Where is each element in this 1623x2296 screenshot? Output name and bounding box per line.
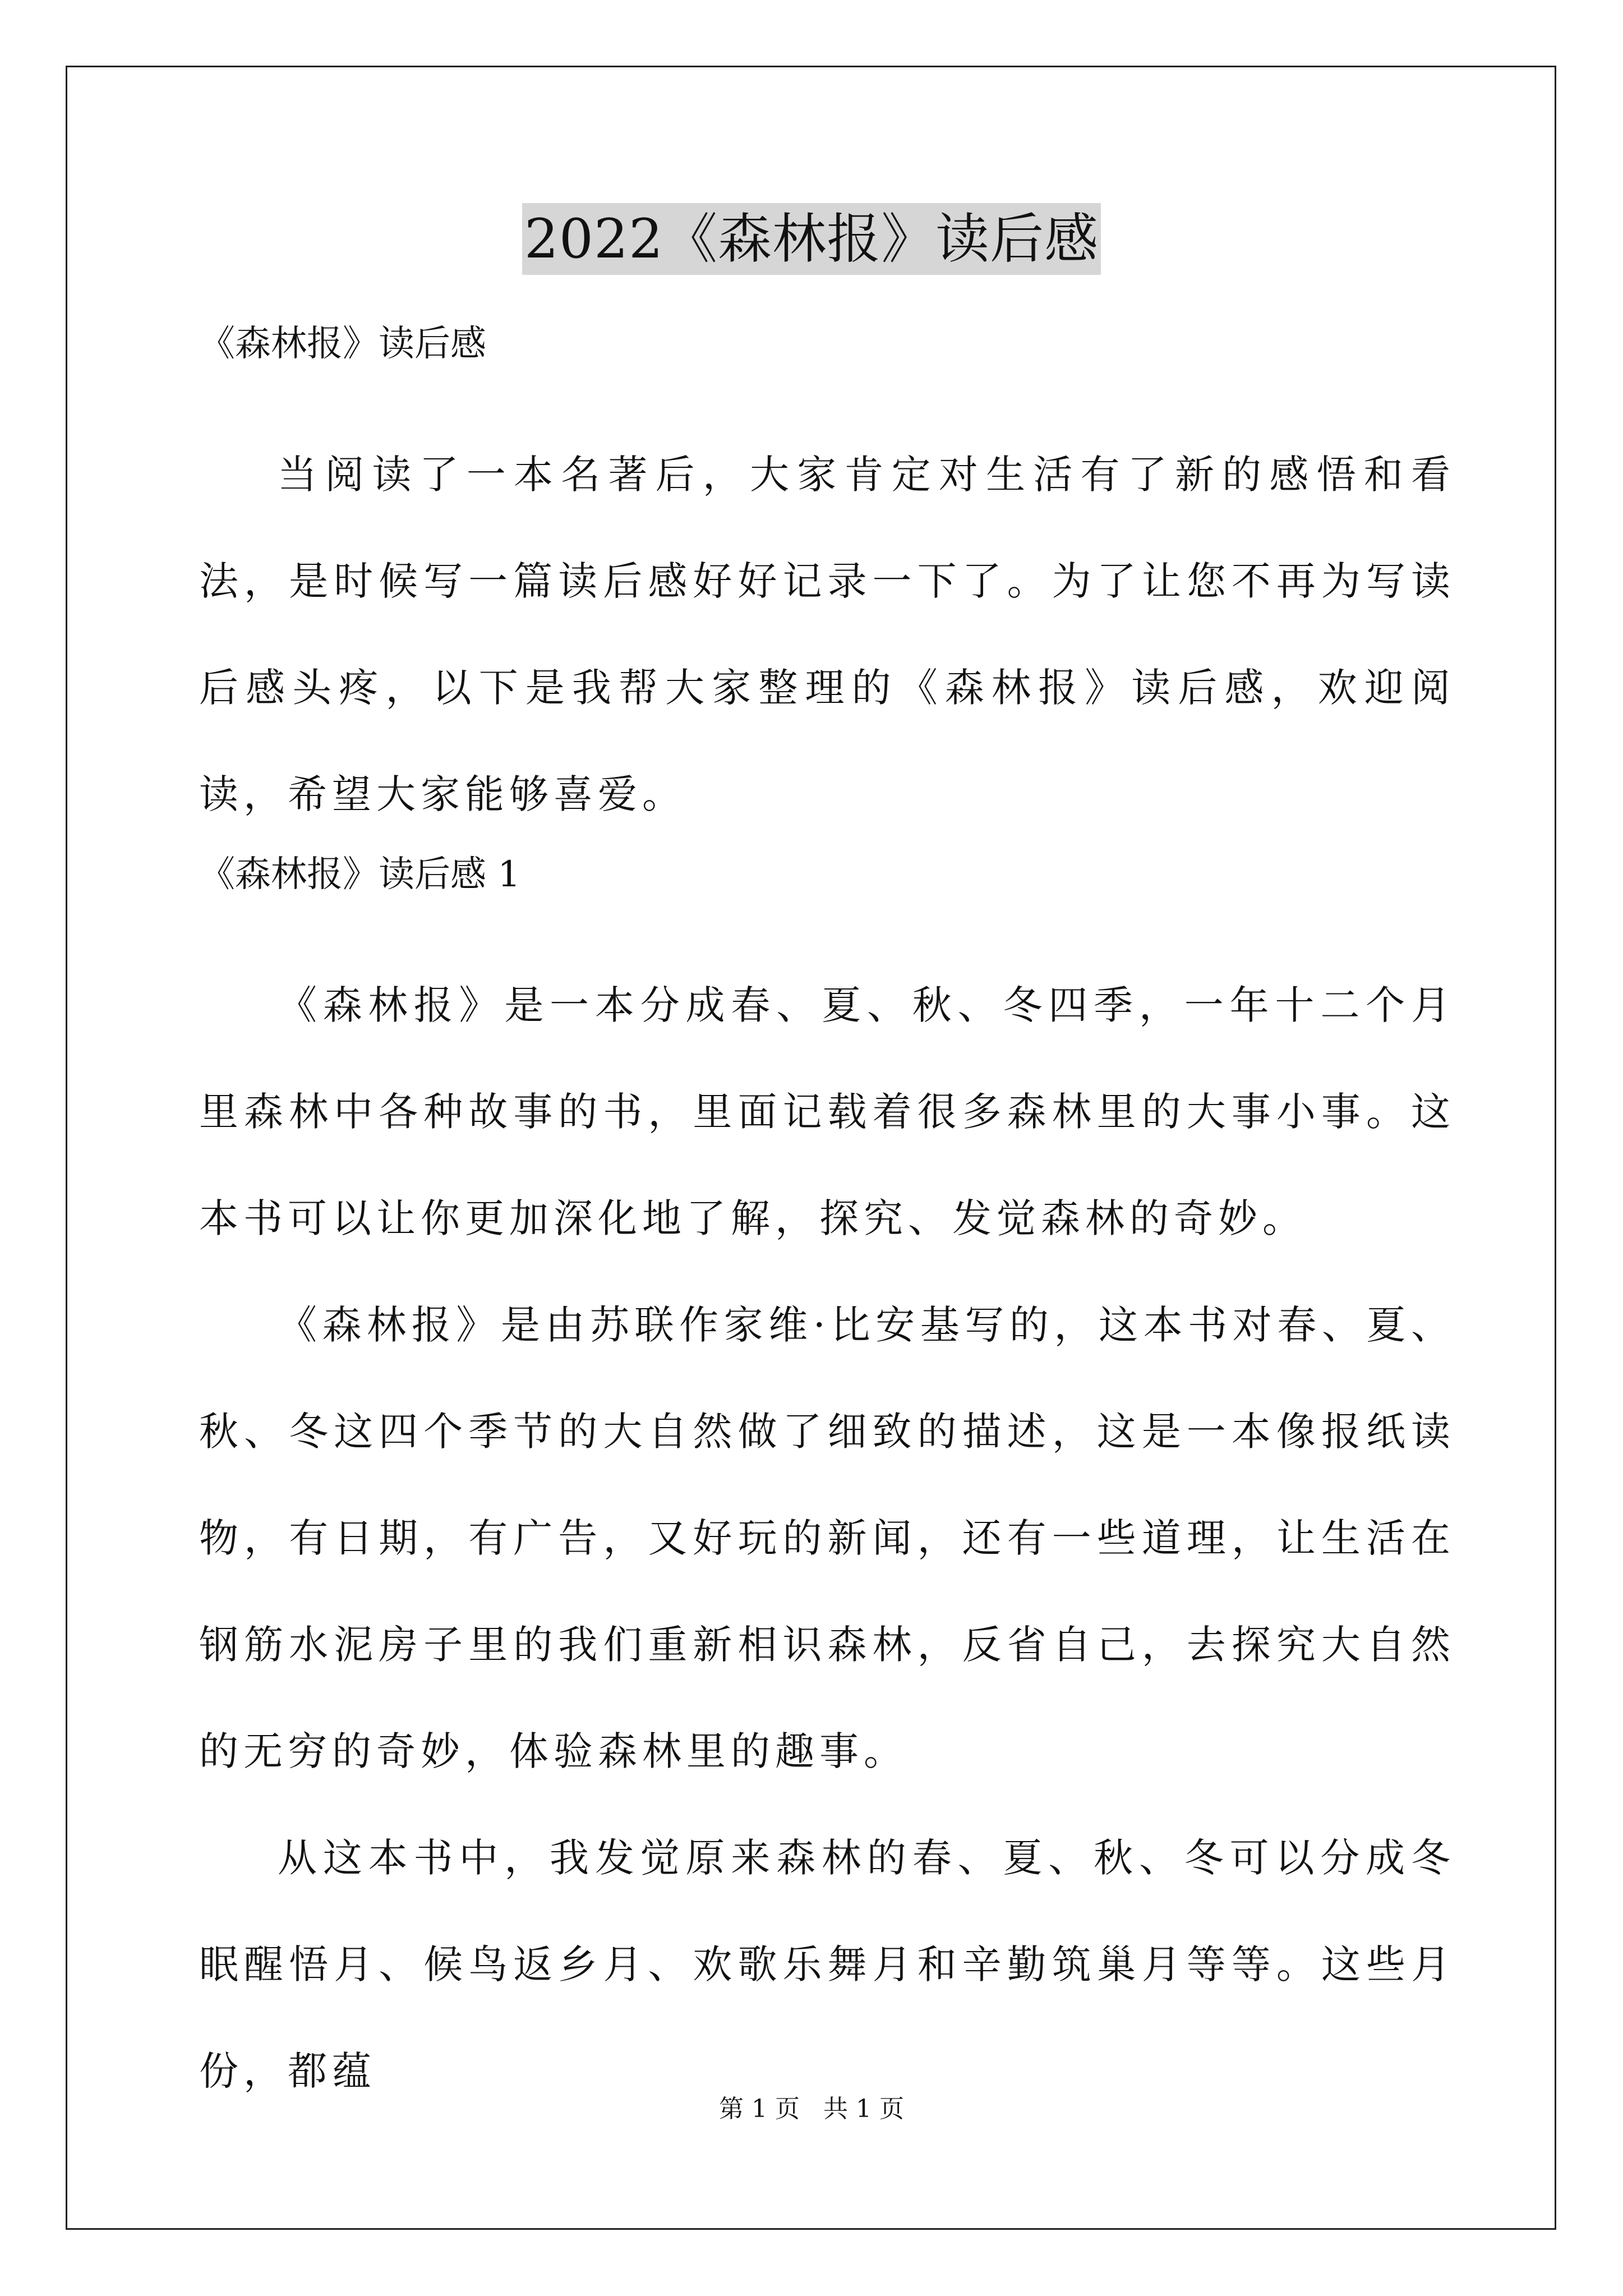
document-title: 2022《森林报》读后感 — [522, 203, 1101, 275]
body-paragraph: 从这本书中，我发觉原来森林的春、夏、秋、冬可以分成冬眠醒悟月、候鸟返乡月、欢歌乐舞月和辛勤筑巢月等等。这些月份，都蕴 — [199, 1835, 1455, 2094]
title-container — [0, 203, 1623, 275]
document-body — [199, 317, 1455, 2124]
subtitle-heading: 《森林报》读后感 — [199, 323, 486, 365]
page-footer: 第 1 页 共 1 页 — [719, 2095, 904, 2123]
intro-paragraph: 当阅读了一本名著后，大家肯定对生活有了新的感悟和看法，是时候写一篇读后感好好记录一下了。为了让您不再为写读后感头疼，以下是我帮大家整理的《森林报》读后感，欢迎阅读，希望大家能够喜爱。 — [199, 452, 1455, 817]
section-heading: 《森林报》读后感 1 — [199, 854, 521, 895]
body-paragraph: 《森林报》是由苏联作家维·比安基写的，这本书对春、夏、秋、冬这四个季节的大自然做了细致的描述，这是一本像报纸读物，有日期，有广告，又好玩的新闻，还有一些道理，让生活在钢筋水泥房子里的我们重新相识森林，反省自己，去探究大自然的无穷的奇妙，体验森林里的趣事。 — [199, 1302, 1455, 1774]
body-paragraph: 《森林报》是一本分成春、夏、秋、冬四季，一年十二个月里森林中各种故事的书，里面记载着很多森林里的大事小事。这本书可以让你更加深化地了解，探究、发觉森林的奇妙。 — [199, 982, 1455, 1241]
